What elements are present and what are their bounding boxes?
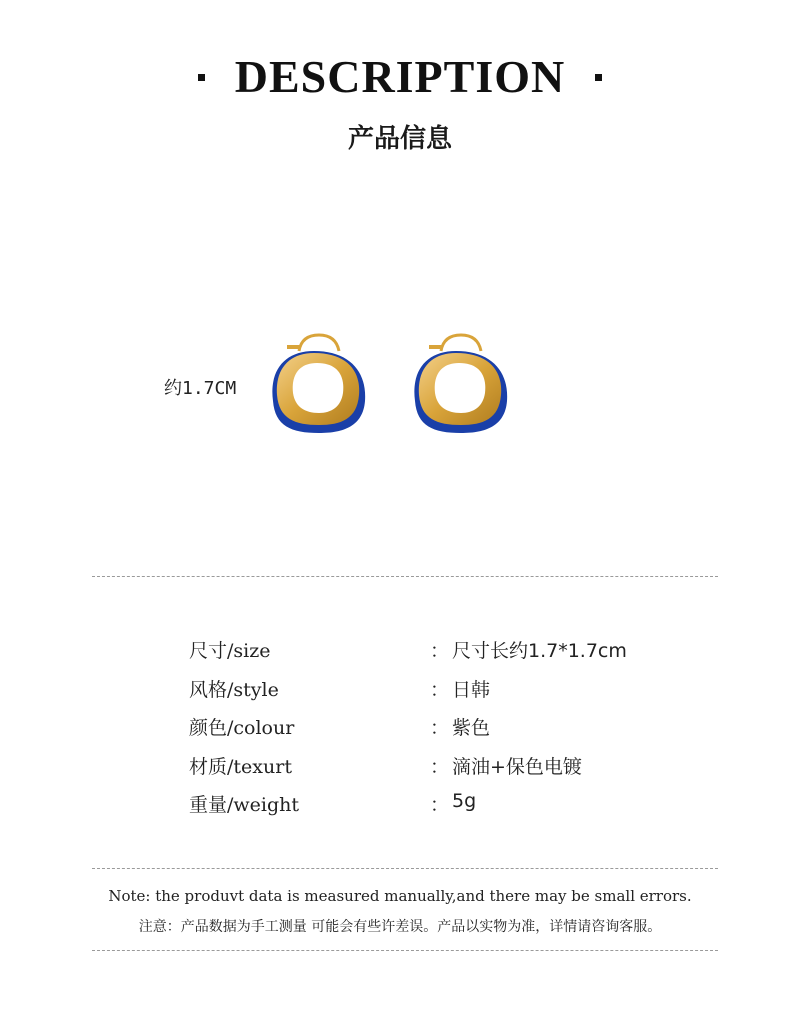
earring-left xyxy=(272,335,365,433)
spec-label: 颜色/colour xyxy=(189,717,295,739)
bullet-dot-left xyxy=(198,74,205,81)
spec-colon: ： xyxy=(430,640,450,662)
spec-colon: ： xyxy=(430,794,450,816)
spec-row-size xyxy=(0,636,800,666)
earrings-image xyxy=(255,325,535,445)
size-label: 约1.7CM xyxy=(164,378,237,399)
spec-value: 5g xyxy=(452,790,477,812)
page-title xyxy=(0,50,800,103)
spec-value: 日韩 xyxy=(452,679,491,701)
spec-row-colour xyxy=(0,713,800,743)
spec-colon: ： xyxy=(430,717,450,739)
title-text: DESCRIPTION xyxy=(234,51,566,102)
spec-label: 重量/weight xyxy=(189,794,300,816)
spec-colon: ： xyxy=(430,679,450,701)
spec-row-style xyxy=(0,675,800,705)
divider-middle xyxy=(92,868,718,869)
divider-top xyxy=(92,576,718,577)
spec-label: 尺寸/size xyxy=(189,640,271,662)
spec-colon: ： xyxy=(430,756,450,778)
page-subtitle: 产品信息 xyxy=(347,124,452,154)
spec-row-weight xyxy=(0,790,800,820)
note-english: Note: the produvt data is measured manually,and there may be small errors. xyxy=(108,887,692,905)
spec-label: 风格/style xyxy=(189,679,279,701)
bullet-dot-right xyxy=(595,74,602,81)
spec-row-texture xyxy=(0,752,800,782)
spec-label: 材质/texurt xyxy=(189,756,292,778)
note-chinese: 注意：产品数据为手工测量 可能会有些许差误。产品以实物为准，详情请咨询客服。 xyxy=(138,919,662,935)
spec-value: 滴油+保色电镀 xyxy=(452,756,582,778)
divider-bottom xyxy=(92,950,718,951)
spec-value: 尺寸长约1.7*1.7cm xyxy=(452,640,627,662)
spec-value: 紫色 xyxy=(452,717,491,739)
earring-right xyxy=(414,335,507,433)
